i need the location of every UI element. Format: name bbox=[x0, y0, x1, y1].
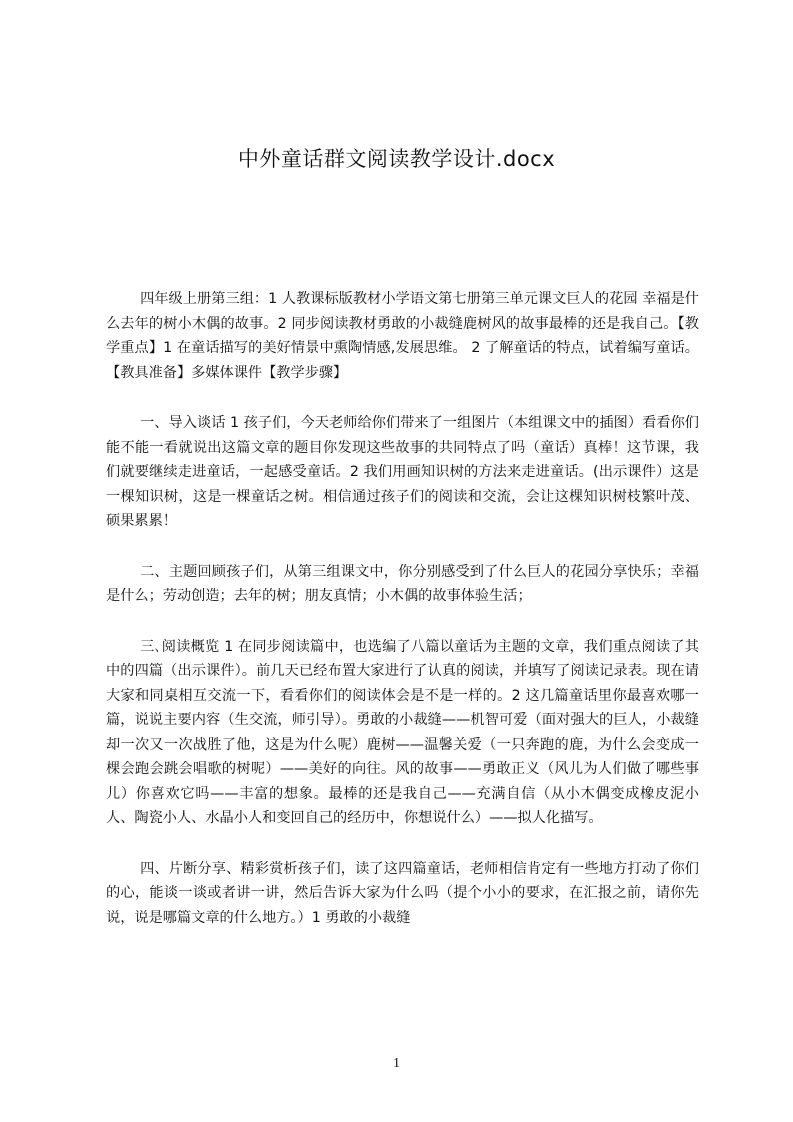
paragraph-intro: 四年级上册第三组：1 人教课标版教材小学语文第七册第三单元课文巨人的花园 幸福是什么去年的树小木偶的故事。2 同步阅读教材勇敢的小裁缝鹿树风的故事最棒的还是我自己。【教学重点】1 在童话描写的美好情景中熏陶情感,发展思维。 2 了解童话的特点，试着编写童话。【教具准备】多媒体课件【教学步骤】 bbox=[106, 291, 699, 381]
paragraph-section-4: 四、片断分享、精彩赏析孩子们，读了这四篇童话，老师相信肯定有一些地方打动了你们的心，能谈一谈或者讲一讲，然后告诉大家为什么吗（提个小小的要求，在汇报之前，请你先说，说是哪篇文章的什么地方。）1 勇敢的小裁缝 bbox=[106, 860, 699, 926]
paragraph-section-3: 三､阅读概览 1 在同步阅读篇中，也选编了八篇以童话为主题的文章，我们重点阅读了其中的四篇（出示课件）。前几天已经布置大家进行了认真的阅读，并填写了阅读记录表。现在请大家和同桌相互交流一下，看看你们的阅读体会是不是一样的。2 这几篇童话里你最喜欢哪一篇，说说主要内容（生交流，师引导）。勇敢的小裁缝——机智可爱（面对强大的巨人，小裁缝却一次又一次战胜了他，这是为什么呢）鹿树——温馨关爱（一只奔跑的鹿，为什么会变成一棵会跑会跳会唱歌的树呢）——美好的向往。风的故事——勇敢正义（风儿为人们做了哪些事儿）你喜欢它吗——丰富的想象。最棒的还是我自己——充满自信（从小木偶变成橡皮泥小人、陶瓷小人、水晶小人和变回自己的经历中，你想说什么）——拟人化描写。 bbox=[106, 638, 699, 826]
paragraph-section-1: 一、导入谈话 1 孩子们，今天老师给你们带来了一组图片（本组课文中的插图）看看你们能不能一看就说出这篇文章的题目你发现这些故事的共同特点了吗（童话）真棒！这节课，我们就要继续走进童话，一起感受童话。2 我们用画知识树的方法来走进童话。(出示课件）这是一棵知识树，这是一棵童话之树。相信通过孩子们的阅读和交流，会让这棵知识树枝繁叶茂、硕果累累！ bbox=[106, 415, 699, 529]
document-body bbox=[106, 287, 699, 956]
paragraph-section-2: 二、主题回顾孩子们，从第三组课文中，你分别感受到了什么巨人的花园分享快乐；幸福是什么；劳动创造；去年的树；朋友真情；小木偶的故事体验生活； bbox=[106, 563, 699, 604]
page-number: 1 bbox=[393, 1056, 400, 1071]
document-title: 中外童话群文阅读教学设计.docx bbox=[237, 147, 556, 171]
